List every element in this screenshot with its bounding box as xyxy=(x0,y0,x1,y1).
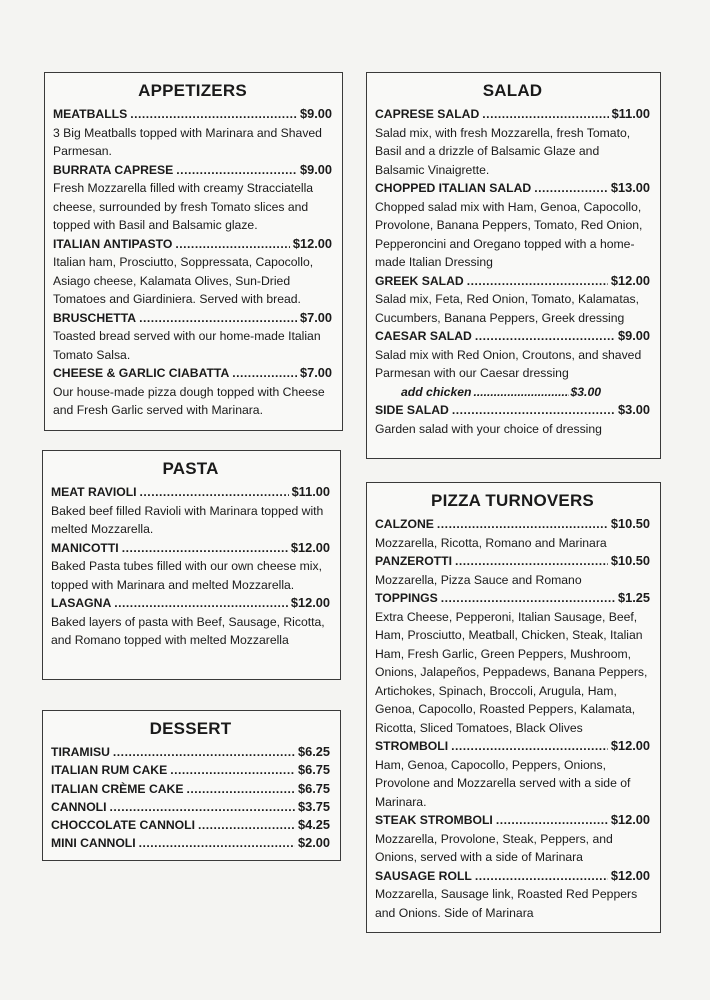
item-description: Salad mix with Red Onion, Croutons, and shaved Parmesan with our Caesar dressing xyxy=(375,347,642,380)
menu-item xyxy=(375,515,650,552)
item-name: STROMBOLI xyxy=(375,739,449,753)
item-price: $12.00 xyxy=(610,738,650,753)
item-name: SIDE SALAD xyxy=(375,403,449,417)
menu-item xyxy=(51,761,330,779)
pizza-turnovers-section xyxy=(366,482,661,933)
item-name: GREEK SALAD xyxy=(375,273,464,288)
pasta-section xyxy=(42,450,341,680)
menu-item xyxy=(375,179,650,272)
menu-item xyxy=(375,552,650,589)
item-price: $4.25 xyxy=(297,817,330,833)
item-price: $9.00 xyxy=(299,106,332,121)
item-price: $2.00 xyxy=(297,835,330,851)
item-name: ITALIAN ANTIPASTO xyxy=(53,236,173,251)
item-description: Salad mix, with fresh Mozzarella, fresh Tomato, Basil and a drizzle of Balsamic Glaze and Balsamic Vinaigrette. xyxy=(375,125,631,177)
item-name: ITALIAN RUM CAKE xyxy=(51,763,168,778)
item-description: Chopped salad mix with Ham, Genoa, Capocollo, Provolone, Banana Peppers, Tomato, Red Onion, Pepperoncini and Oregano topped with a home-made Italian Dressing xyxy=(375,199,643,269)
item-price: $12.00 xyxy=(292,235,332,251)
item-name: PANZEROTTI xyxy=(375,554,452,568)
item-price: $7.00 xyxy=(299,309,332,325)
item-name: CAPRESE SALAD xyxy=(375,107,480,121)
menu-item xyxy=(51,798,330,816)
item-name: ITALIAN CRÈME CAKE xyxy=(51,781,184,796)
item-price: $3.75 xyxy=(297,798,330,814)
menu-item xyxy=(375,589,650,737)
item-price: $10.50 xyxy=(610,553,650,568)
item-description: Baked layers of pasta with Beef, Sausage, Ricotta, and Romano topped with melted Mozzarella xyxy=(51,614,325,647)
menu-item xyxy=(51,834,330,852)
addon-price: $3.00 xyxy=(570,384,601,399)
menu-item xyxy=(375,737,650,811)
item-name: CHOCCOLATE CANNOLI xyxy=(51,818,195,833)
item-description: Ham, Genoa, Capocollo, Peppers, Onions, Provolone and Mozzarella served with a side of Marinara. xyxy=(375,757,631,809)
menu-item xyxy=(53,309,332,365)
item-description: 3 Big Meatballs topped with Marinara and Shaved Parmesan. xyxy=(53,125,322,158)
menu-item xyxy=(51,594,330,650)
salad-section xyxy=(366,72,661,459)
item-name: MINI CANNOLI xyxy=(51,836,136,851)
item-name: SAUSAGE ROLL xyxy=(375,868,472,883)
item-description: Fresh Mozzarella filled with creamy Stracciatella cheese, surrounded by fresh Tomato slices and topped with Basil and Balsamic glaze. xyxy=(53,181,314,232)
appetizers-title: APPETIZERS xyxy=(138,81,247,100)
item-name: BURRATA CAPRESE xyxy=(53,162,174,177)
item-price: $12.00 xyxy=(290,595,330,610)
menu-item xyxy=(375,811,650,867)
item-price: $12.00 xyxy=(610,272,650,288)
menu-item xyxy=(53,105,332,161)
dessert-title: DESSERT xyxy=(149,719,232,738)
addon-name: add chicken xyxy=(401,384,472,399)
item-description: Mozzarella, Provolone, Steak, Peppers, and Onions, served with a side of Marinara xyxy=(375,831,613,864)
item-price: $6.75 xyxy=(297,780,330,796)
item-name: MANICOTTI xyxy=(51,540,119,555)
item-description: Mozzarella, Sausage link, Roasted Red Peppers and Onions. Side of Marinara xyxy=(375,887,638,920)
item-price: $6.75 xyxy=(297,762,330,778)
menu-item xyxy=(51,483,330,539)
menu-item xyxy=(53,364,332,420)
item-name: CHOPPED ITALIAN SALAD xyxy=(375,181,532,195)
item-description: Baked beef filled Ravioli with Marinara topped with melted Mozzarella. xyxy=(51,503,324,536)
menu-item xyxy=(53,161,332,235)
menu-item xyxy=(51,539,330,595)
dessert-section xyxy=(42,710,341,861)
item-description: Extra Cheese, Pepperoni, Italian Sausage, Beef, Ham, Prosciutto, Meatball, Chicken, Steak, Italian Ham, Fresh Garlic, Green Peppers, Mushroom, Onions, Jalapeños, Peppadews, Banana Peppers, Artichokes, Spinach, Broccoli, Arugula, Ham, Genoa, Capocollo, Roasted Peppers, Kalamata, Ricotta, Sliced Tomatoes, Black Olives xyxy=(375,609,648,735)
item-name: MEAT RAVIOLI xyxy=(51,485,137,499)
item-name: BRUSCHETTA xyxy=(53,310,137,325)
item-name: TIRAMISU xyxy=(51,745,110,759)
item-description: Baked Pasta tubes filled with our own cheese mix, topped with Marinara and melted Mozzarella. xyxy=(51,559,322,592)
item-name: CANNOLI xyxy=(51,799,107,814)
menu-item xyxy=(375,105,650,179)
salad-title: SALAD xyxy=(482,81,543,100)
item-name: TOPPINGS xyxy=(375,591,438,605)
item-name: LASAGNA xyxy=(51,596,112,610)
item-price: $1.25 xyxy=(617,590,650,605)
item-price: $12.00 xyxy=(610,812,650,827)
item-description: Mozzarella, Ricotta, Romano and Marinara xyxy=(375,535,607,550)
item-price: $9.00 xyxy=(617,328,650,343)
pizza-turnovers-title: PIZZA TURNOVERS xyxy=(431,491,594,510)
item-price: $10.50 xyxy=(610,516,650,531)
appetizers-section xyxy=(44,72,343,431)
item-price: $13.00 xyxy=(610,180,650,195)
menu-item xyxy=(53,235,332,309)
item-name: CALZONE xyxy=(375,517,434,531)
item-price: $11.00 xyxy=(291,484,330,499)
item-price: $12.00 xyxy=(290,539,330,555)
item-price: $12.00 xyxy=(610,867,650,883)
add-chicken-option xyxy=(375,383,601,402)
item-description: Mozzarella, Pizza Sauce and Romano xyxy=(375,572,582,587)
item-name: STEAK STROMBOLI xyxy=(375,813,493,827)
pasta-title: PASTA xyxy=(162,459,219,478)
item-description: Garden salad with your choice of dressing xyxy=(375,421,602,436)
menu-item xyxy=(51,780,330,798)
menu-item xyxy=(375,867,650,923)
item-description: Our house-made pizza dough topped with Cheese and Fresh Garlic served with Marinara. xyxy=(53,384,325,417)
item-price: $3.00 xyxy=(617,402,650,417)
menu-item xyxy=(375,272,650,328)
menu-item xyxy=(375,401,650,438)
item-description: Salad mix, Feta, Red Onion, Tomato, Kalamatas, Cucumbers, Banana Peppers, Greek dressing xyxy=(375,292,639,325)
item-price: $7.00 xyxy=(299,365,332,380)
menu-item xyxy=(51,816,330,834)
item-name: MEATBALLS xyxy=(53,107,128,121)
item-price: $6.25 xyxy=(297,744,330,759)
item-description: Toasted bread served with our home-made Italian Tomato Salsa. xyxy=(53,329,321,362)
item-description: Italian ham, Prosciutto, Soppressata, Capocollo, Asiago cheese, Kalamata Olives, Sun-Dried Tomatoes and Giardiniera. Served with bread. xyxy=(53,255,314,306)
item-price: $9.00 xyxy=(299,161,332,177)
menu-item xyxy=(51,743,330,761)
item-name: CHEESE & GARLIC CIABATTA xyxy=(53,366,230,380)
item-price: $11.00 xyxy=(611,106,650,121)
menu-item xyxy=(375,327,650,383)
item-name: CAESAR SALAD xyxy=(375,329,472,343)
